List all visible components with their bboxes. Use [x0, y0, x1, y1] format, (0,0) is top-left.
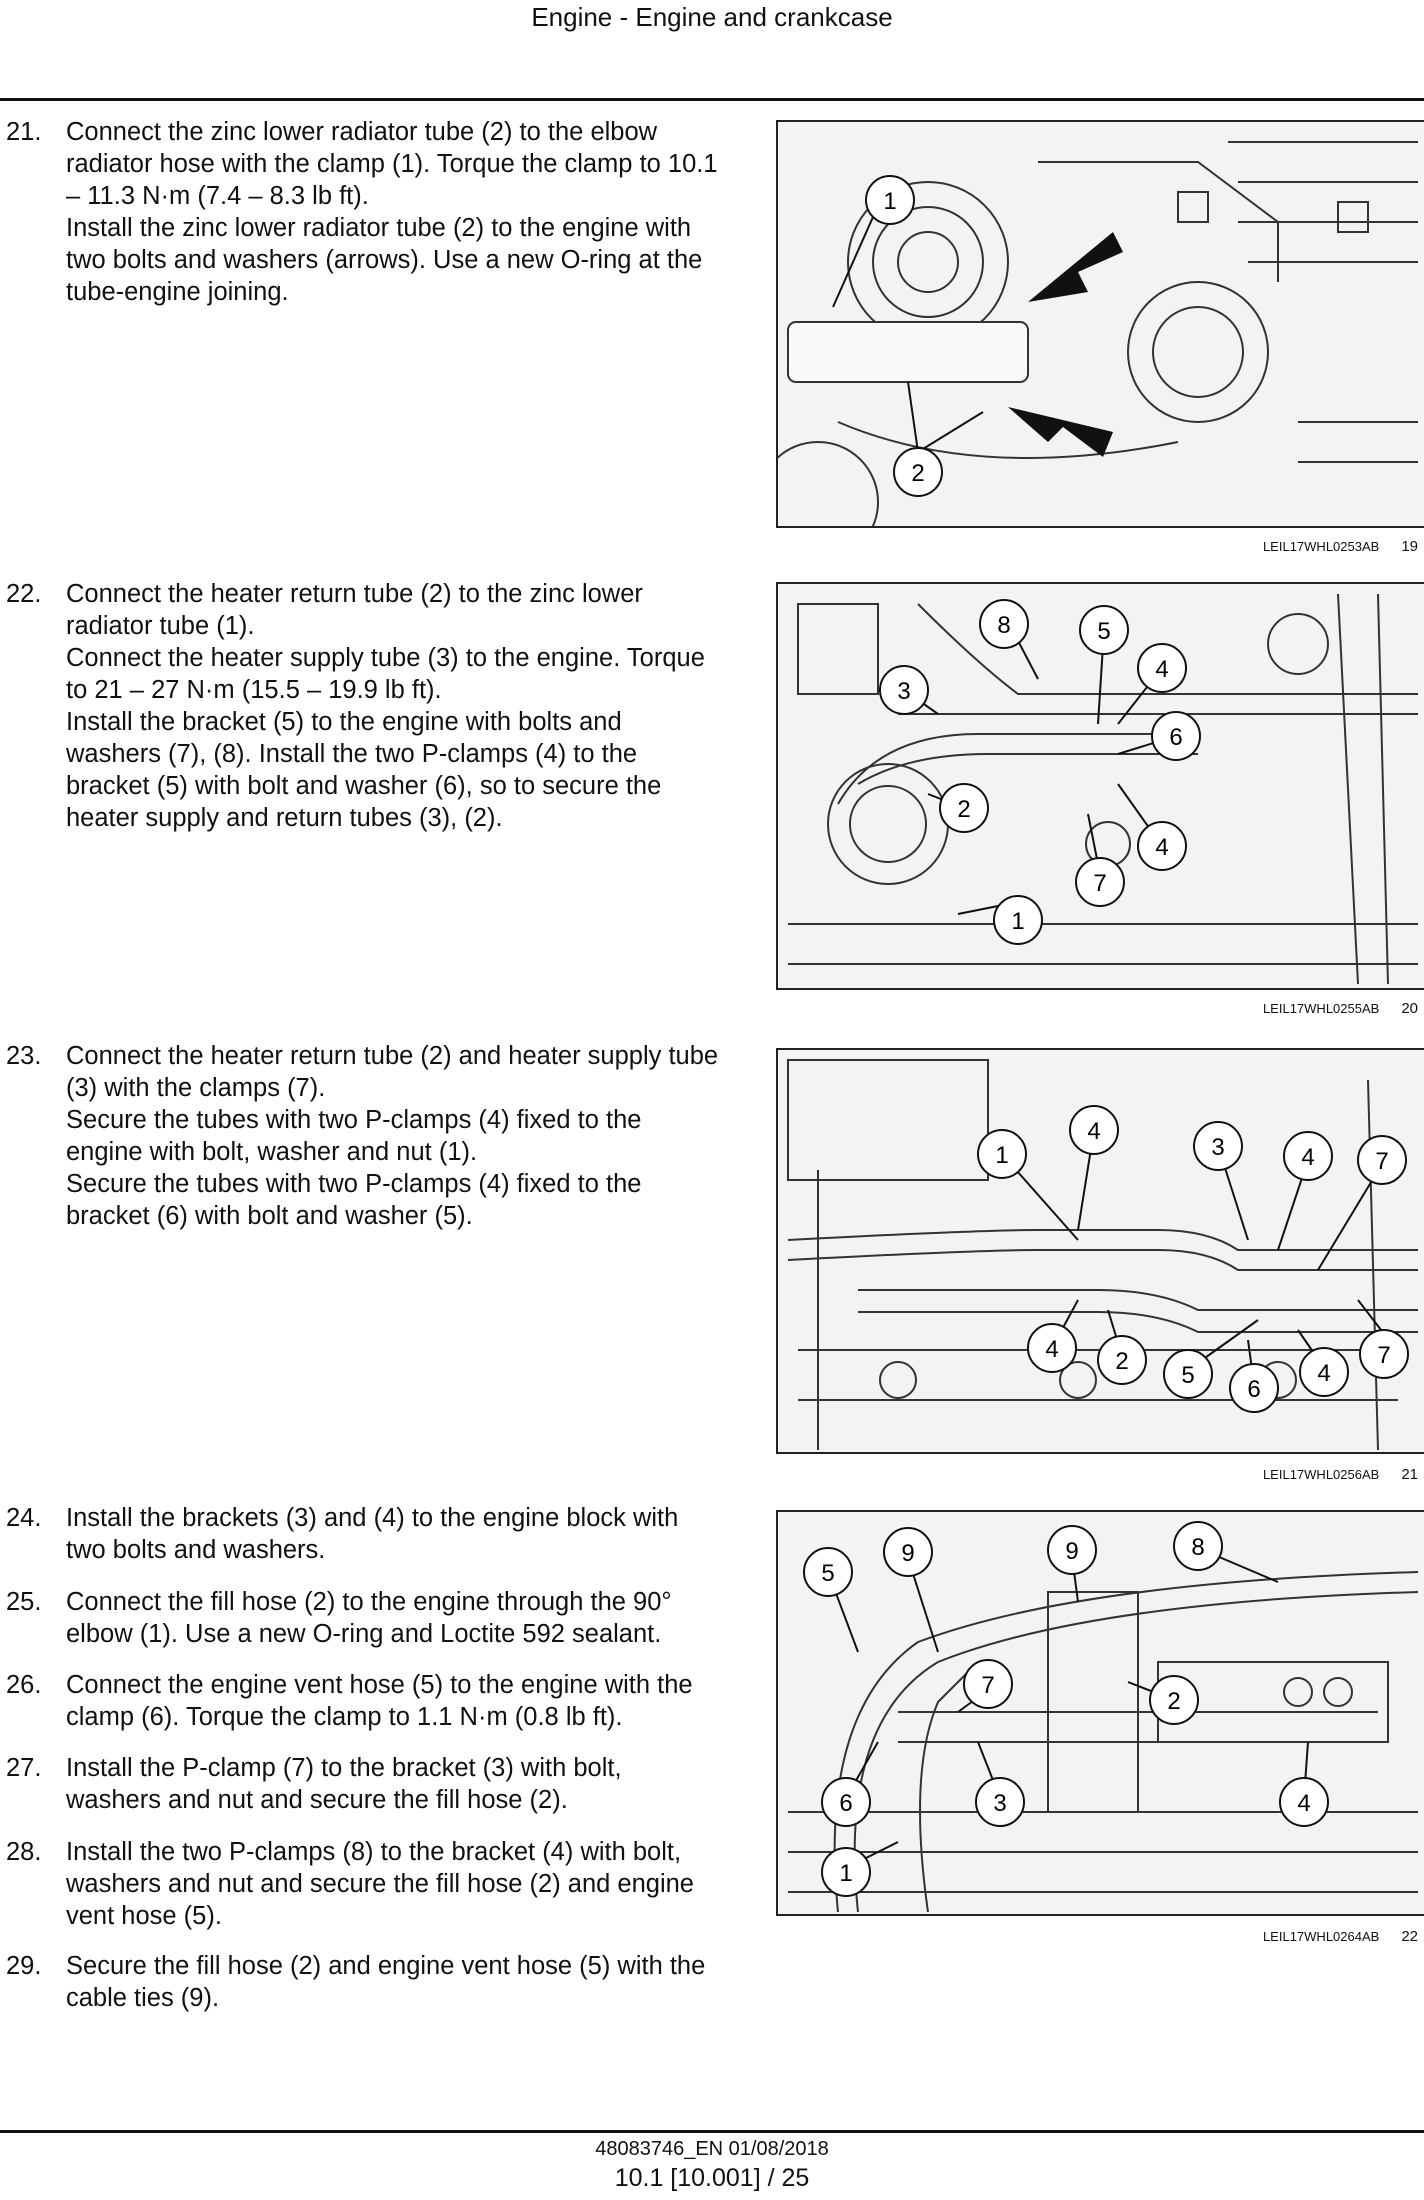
step-number: 21. — [6, 118, 42, 146]
callout-4 — [1300, 1348, 1348, 1396]
step-text: Install the bracket (5) to the engine with bolts and washers (7), (8). Install the two P-clamps (4) to the bracket (5) with bolt and washer (6), so to secure the heater supply and return tubes (3), (2). — [66, 708, 662, 832]
figure-22 — [776, 1510, 1424, 1950]
callout-label: 5 — [1097, 618, 1111, 645]
callout-label: 5 — [1181, 1362, 1195, 1389]
step-text: Connect the heater return tube (2) to the zinc lower radiator tube (1). — [66, 580, 643, 640]
callout-label: 3 — [897, 678, 911, 705]
callout-label: 2 — [1115, 1348, 1129, 1375]
callout-4 — [1284, 1132, 1332, 1180]
callout-label: 6 — [839, 1790, 853, 1817]
footer-rule — [0, 2130, 1424, 2133]
figure-code: LEIL17WHL0256AB — [1262, 1467, 1380, 1482]
engine-illustration — [778, 584, 1424, 988]
callout-label: 4 — [1155, 656, 1169, 683]
callout-3 — [976, 1778, 1024, 1826]
callout-label: 3 — [1211, 1134, 1225, 1161]
callout-label: 9 — [1065, 1538, 1079, 1565]
step-number: 22. — [6, 580, 42, 608]
callout-4 — [1138, 644, 1186, 692]
callout-4 — [1138, 822, 1186, 870]
engine-illustration — [778, 122, 1424, 526]
callout-label: 1 — [995, 1142, 1009, 1169]
step-27 — [0, 1752, 720, 1816]
footer-page-text: 10.1 [10.001] / 25 — [614, 2164, 810, 2192]
figure-image — [776, 1048, 1424, 1454]
callout-label: 4 — [1045, 1336, 1059, 1363]
callout-3 — [880, 666, 928, 714]
callout-7 — [964, 1660, 1012, 1708]
step-26 — [0, 1669, 720, 1733]
callout-label: 7 — [981, 1672, 995, 1699]
callout-9 — [884, 1528, 932, 1576]
step-text: Install the zinc lower radiator tube (2) to the engine with two bolts and washers (arrows). Use a new O-ring at the tube-engine joining. — [66, 214, 703, 306]
header-rule — [0, 98, 1424, 101]
figure-caption — [1263, 1000, 1418, 1017]
engine-illustration — [778, 1512, 1424, 1914]
callout-6 — [822, 1778, 870, 1826]
step-text: Install the brackets (3) and (4) to the engine block with two bolts and washers. — [66, 1504, 679, 1564]
callout-1 — [978, 1130, 1026, 1178]
step-number: 24. — [6, 1504, 42, 1532]
callout-2 — [940, 784, 988, 832]
step-25 — [0, 1586, 720, 1650]
step-text: Connect the fill hose (2) to the engine through the 90° elbow (1). Use a new O-ring and Loctite 592 sealant. — [66, 1588, 672, 1648]
figure-19 — [776, 120, 1424, 560]
callout-label: 4 — [1297, 1790, 1311, 1817]
callout-2 — [1098, 1336, 1146, 1384]
callout-label: 2 — [1167, 1688, 1181, 1715]
callout-label: 2 — [957, 796, 971, 823]
callout-label: 1 — [1011, 908, 1025, 935]
footer-doc-text: 48083746_EN 01/08/2018 — [595, 2138, 829, 2160]
figure-number: 20 — [1401, 1000, 1418, 1017]
callout-label: 4 — [1301, 1144, 1315, 1171]
callout-label: 1 — [883, 188, 897, 215]
callout-label: 4 — [1155, 834, 1169, 861]
callout-7 — [1360, 1330, 1408, 1378]
figure-image — [776, 120, 1424, 528]
step-number: 27. — [6, 1754, 42, 1782]
figure-number: 19 — [1401, 538, 1418, 555]
figure-code: LEIL17WHL0253AB — [1262, 539, 1380, 554]
step-28 — [0, 1836, 720, 1932]
figure-21 — [776, 1048, 1424, 1488]
step-text: Install the P-clamp (7) to the bracket (3) with bolt, washers and nut and secure the fill hose (2). — [66, 1754, 622, 1814]
callout-label: 1 — [839, 1860, 853, 1887]
callout-5 — [1080, 606, 1128, 654]
page-header — [0, 2, 1424, 33]
step-number: 25. — [6, 1588, 42, 1616]
callout-4 — [1070, 1106, 1118, 1154]
step-number: 29. — [6, 1952, 42, 1980]
figure-number: 21 — [1401, 1466, 1418, 1483]
callout-5 — [804, 1548, 852, 1596]
figure-code: LEIL17WHL0255AB — [1262, 1001, 1380, 1016]
step-text: Install the two P-clamps (8) to the bracket (4) with bolt, washers and nut and secure the fill hose (2) and engine vent hose (5). — [66, 1838, 694, 1930]
figure-caption — [1263, 1466, 1418, 1483]
step-number: 23. — [6, 1042, 42, 1070]
callout-8 — [1174, 1522, 1222, 1570]
callout-label: 2 — [911, 460, 925, 487]
figure-caption — [1263, 538, 1418, 555]
step-text: Connect the heater supply tube (3) to the engine. Torque to 21 – 27 N·m (15.5 – 19.9 lb ft). — [66, 644, 705, 704]
step-number: 26. — [6, 1671, 42, 1699]
step-24 — [0, 1502, 720, 1566]
figure-20 — [776, 582, 1424, 1022]
footer-doc — [0, 2138, 1424, 2161]
callout-1 — [994, 896, 1042, 944]
callout-9 — [1048, 1526, 1096, 1574]
figure-code: LEIL17WHL0264AB — [1262, 1929, 1380, 1944]
step-number: 28. — [6, 1838, 42, 1866]
callout-4 — [1028, 1324, 1076, 1372]
callout-label: 7 — [1377, 1342, 1391, 1369]
callout-6 — [1152, 712, 1200, 760]
step-text: Secure the fill hose (2) and engine vent hose (5) with the cable ties (9). — [66, 1952, 706, 2012]
header-title: Engine - Engine and crankcase — [531, 2, 893, 32]
callout-4 — [1280, 1778, 1328, 1826]
callout-label: 5 — [821, 1560, 835, 1587]
callout-label: 7 — [1375, 1148, 1389, 1175]
footer-page — [0, 2164, 1424, 2193]
callout-7 — [1076, 858, 1124, 906]
step-23 — [0, 1040, 720, 1232]
callout-label: 7 — [1093, 870, 1107, 897]
step-21 — [0, 116, 720, 308]
callout-7 — [1358, 1136, 1406, 1184]
callout-label: 9 — [901, 1540, 915, 1567]
step-text: Secure the tubes with two P-clamps (4) fixed to the bracket (6) with bolt and washer (5). — [66, 1170, 642, 1230]
callout-1 — [822, 1848, 870, 1896]
step-text: Connect the zinc lower radiator tube (2) to the elbow radiator hose with the clamp (1). Torque the clamp to 10.1 – 11.3 N·m (7.4 – 8.3 lb ft). — [66, 118, 718, 210]
step-text: Secure the tubes with two P-clamps (4) fixed to the engine with bolt, washer and nut (1). — [66, 1106, 642, 1166]
callout-2 — [1150, 1676, 1198, 1724]
callout-label: 4 — [1317, 1360, 1331, 1387]
callout-2 — [894, 448, 942, 496]
figure-image — [776, 1510, 1424, 1916]
figure-caption — [1263, 1928, 1418, 1945]
callout-label: 3 — [993, 1790, 1007, 1817]
callout-1 — [866, 176, 914, 224]
callout-label: 8 — [1191, 1534, 1205, 1561]
step-29 — [0, 1950, 720, 2014]
callout-label: 6 — [1247, 1376, 1261, 1403]
callout-3 — [1194, 1122, 1242, 1170]
callout-label: 8 — [997, 612, 1011, 639]
callout-6 — [1230, 1364, 1278, 1412]
figure-image — [776, 582, 1424, 990]
engine-illustration — [778, 1050, 1424, 1452]
step-text: Connect the engine vent hose (5) to the engine with the clamp (6). Torque the clamp to 1.1 N·m (0.8 lb ft). — [66, 1671, 693, 1731]
callout-5 — [1164, 1350, 1212, 1398]
figure-number: 22 — [1401, 1928, 1418, 1945]
callout-label: 6 — [1169, 724, 1183, 751]
step-22 — [0, 578, 720, 834]
callout-8 — [980, 600, 1028, 648]
callout-label: 4 — [1087, 1118, 1101, 1145]
step-text: Connect the heater return tube (2) and heater supply tube (3) with the clamps (7). — [66, 1042, 719, 1102]
